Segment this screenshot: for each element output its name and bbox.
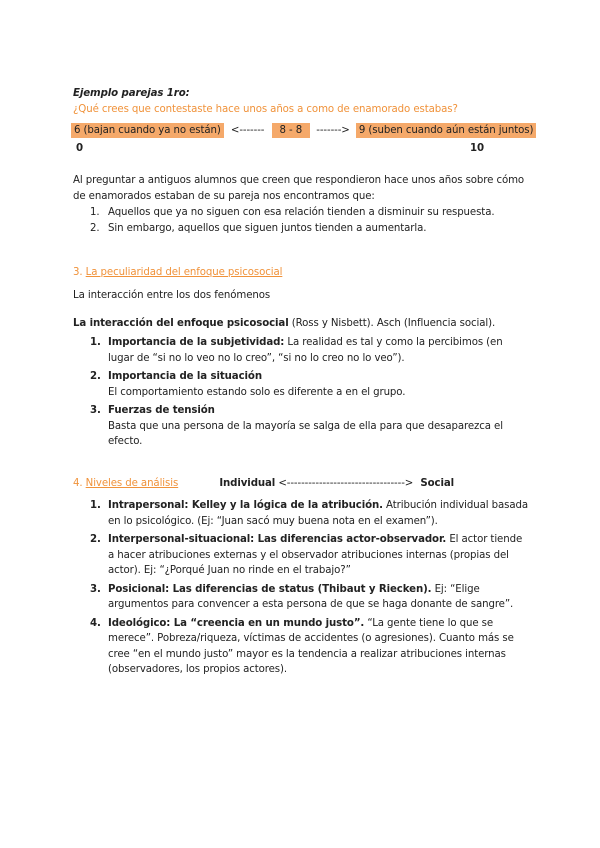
example-question: ¿Qué crees que contestaste hace unos años a como de enamorado estabas? <box>73 104 458 115</box>
axis-arrow: <---------------------------------> <box>278 478 414 489</box>
section4-heading: 4. Niveles de análisis Individual <---------------------------------> Social <box>73 478 455 489</box>
list-item: 1. Importancia de la subjetividad: La realidad es tal y como la percibimos (en lugar de “si no lo veo no lo creo”, “si no lo creo no lo veo”). <box>90 337 503 364</box>
scale-right: 9 (suben cuando aún están juntos) <box>356 123 536 138</box>
scale-left: 6 (bajan cuando ya no están) <box>71 123 224 138</box>
scale-max: 10 <box>470 143 484 154</box>
scale-min: 0 <box>76 143 83 154</box>
axis-right: Social <box>420 478 455 489</box>
example-title: Ejemplo parejas 1ro: <box>73 88 190 99</box>
axis-left: Individual <box>219 478 276 489</box>
section3-list <box>90 335 530 453</box>
section3-lead: La interacción del enfoque psicosocial (Ross y Nisbett). Asch (Influencia social). <box>73 318 496 329</box>
arrow-right: -------> <box>316 125 350 136</box>
list-item: 3. Posicional: Las diferencias de status (Thibaut y Riecken). Ej: “Elige argumentos para convencer a esta persona de que se haga donante de sangre”. <box>90 583 514 610</box>
arrow-left: <------- <box>230 125 265 136</box>
section3-heading: 3. La peculiaridad del enfoque psicosocial <box>73 267 283 278</box>
list-item: 4. Ideológico: La “creencia en un mundo justo”. “La gente tiene lo que se merece”. Pobreza/riqueza, víctimas de accidentes (o agresiones). Cuanto más se cree “en el mundo justo” mayor es la tendencia a realizar atribuciones internas (observadores, los propios actores). <box>90 617 514 675</box>
list-item: 1. Intrapersonal: Kelley y la lógica de la atribución. Atribución individual basada en lo psicológico. (Ej: “Juan sacó muy buena nota en el examen”). <box>90 500 528 527</box>
scale-mid: 8 - 8 <box>272 123 311 138</box>
section3-title-link[interactable]: La peculiaridad del enfoque psicosocial <box>85 267 283 278</box>
findings-list <box>90 205 530 236</box>
list-item: 2. Interpersonal-situacional: Las diferencias actor-observador. El actor tiende a hacer atribuciones externas y el observador atribuciones internas (propias del actor). Ej: “¿Porqué Juan no rinde en el trabajo?” <box>90 534 523 576</box>
section3-subtitle: La interacción entre los dos fenómenos <box>73 290 271 301</box>
list-item: 3. Fuerzas de tensión Basta que una persona de la mayoría se salga de ella para que desaparezca el efecto. <box>90 405 503 447</box>
list-item: 2. Sin embargo, aquellos que siguen juntos tienden a aumentarla. <box>90 222 427 234</box>
list-item: 1. Aquellos que ya no siguen con esa relación tienden a disminuir su respuesta. <box>90 207 495 218</box>
section4-list <box>90 498 530 681</box>
scale-row <box>71 125 536 136</box>
list-item: 2. Importancia de la situación El comportamiento estando solo es diferente a en el grupo. <box>90 371 406 398</box>
example-intro: Al preguntar a antiguos alumnos que creen que respondieron hace unos años sobre cómo de enamorados estaban de su pareja nos encontramos que: <box>73 175 525 202</box>
section4-title-link[interactable]: Niveles de análisis <box>85 478 179 489</box>
